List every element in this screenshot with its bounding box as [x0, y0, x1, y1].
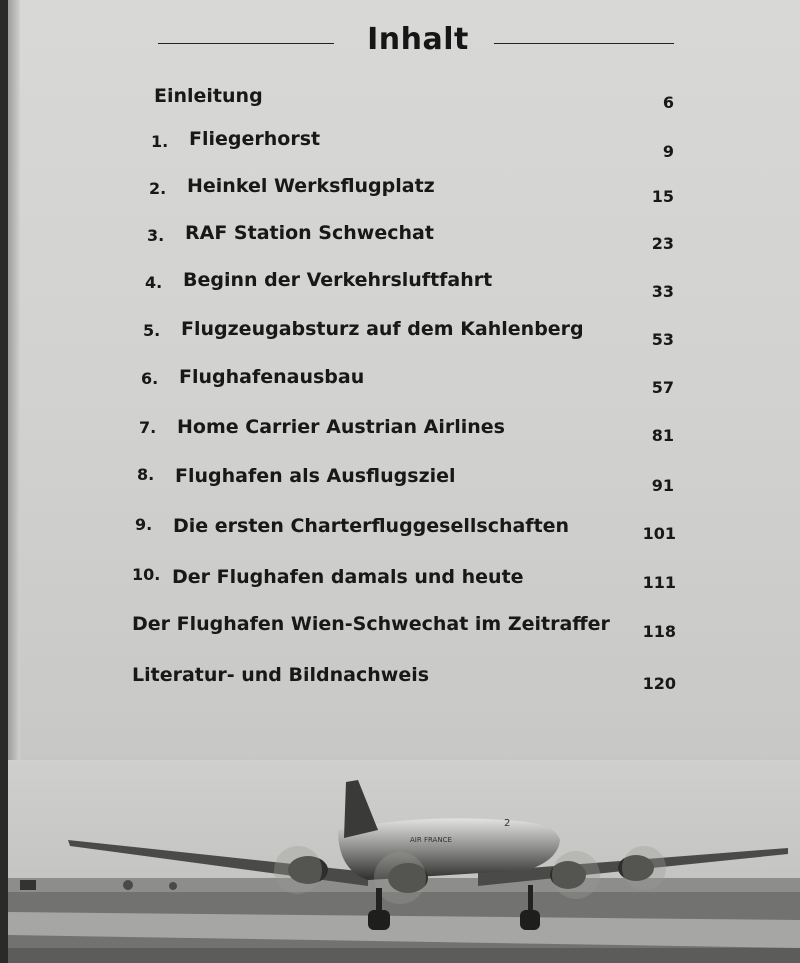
foreground-grass	[8, 948, 800, 963]
left-gear-wheels	[368, 910, 390, 930]
distant-tree	[169, 882, 177, 890]
toc-chapter-1-label: Fliegerhorst	[189, 128, 321, 150]
toc-chapter-2-page: 15	[651, 187, 674, 206]
nose-gear-wheels	[520, 910, 540, 930]
propeller-1	[274, 846, 322, 894]
toc-chapter-7-label: Home Carrier Austrian Airlines	[177, 416, 505, 438]
toc-chapter-4-page: 33	[651, 282, 674, 301]
toc-chapter-7-num: 7.	[139, 418, 157, 437]
propeller-3	[552, 851, 600, 899]
toc-appendix-references-page: 120	[642, 674, 676, 693]
toc-appendix-timeline-label: Der Flughafen Wien-Schwechat im Zeitraffer	[132, 613, 610, 635]
toc-chapter-6-page: 57	[651, 378, 674, 397]
toc-chapter-6-label: Flughafenausbau	[179, 366, 365, 388]
toc-chapter-1-page: 9	[662, 142, 674, 161]
toc-chapter-5-num: 5.	[143, 321, 161, 340]
propeller-4	[622, 846, 666, 890]
toc-chapter-10-num: 10.	[132, 565, 161, 584]
distant-tree	[123, 880, 133, 890]
toc-chapter-1-num: 1.	[151, 132, 169, 151]
toc-chapter-9-label: Die ersten Charterfluggesellschaften	[173, 515, 570, 537]
page-title: Inhalt	[367, 22, 469, 57]
distant-vehicle	[20, 880, 36, 890]
tail-number: 2	[504, 818, 511, 829]
toc-chapter-2-label: Heinkel Werksflugplatz	[187, 175, 435, 197]
table-of-contents	[8, 0, 800, 760]
toc-chapter-9-page: 101	[642, 524, 676, 543]
fuselage-text: AIR FRANCE	[410, 836, 452, 844]
toc-chapter-3-num: 3.	[147, 226, 165, 245]
toc-chapter-2-num: 2.	[149, 179, 167, 198]
toc-chapter-3-page: 23	[651, 234, 674, 253]
toc-chapter-8-page: 91	[651, 476, 674, 495]
toc-appendix-references-label: Literatur- und Bildnachweis	[132, 664, 430, 686]
toc-chapter-7-page: 81	[651, 426, 674, 445]
toc-chapter-6-num: 6.	[141, 369, 159, 388]
toc-intro-page: 6	[662, 93, 674, 112]
toc-chapter-5-page: 53	[651, 330, 674, 349]
toc-chapter-3-label: RAF Station Schwechat	[185, 222, 434, 244]
book-page	[8, 0, 800, 963]
toc-chapter-4-label: Beginn der Verkehrsluftfahrt	[183, 269, 493, 291]
toc-chapter-10-page: 111	[642, 573, 676, 592]
toc-chapter-10-label: Der Flughafen damals und heute	[172, 566, 524, 588]
toc-appendix-timeline-page: 118	[642, 622, 676, 641]
toc-chapter-5-label: Flugzeugabsturz auf dem Kahlenberg	[181, 318, 584, 340]
toc-chapter-9-num: 9.	[135, 515, 153, 534]
toc-chapter-4-num: 4.	[145, 273, 163, 292]
toc-chapter-8-label: Flughafen als Ausflugsziel	[175, 465, 456, 487]
aircraft-photo	[8, 760, 800, 963]
toc-intro-label: Einleitung	[154, 85, 263, 107]
toc-chapter-8-num: 8.	[137, 465, 155, 484]
